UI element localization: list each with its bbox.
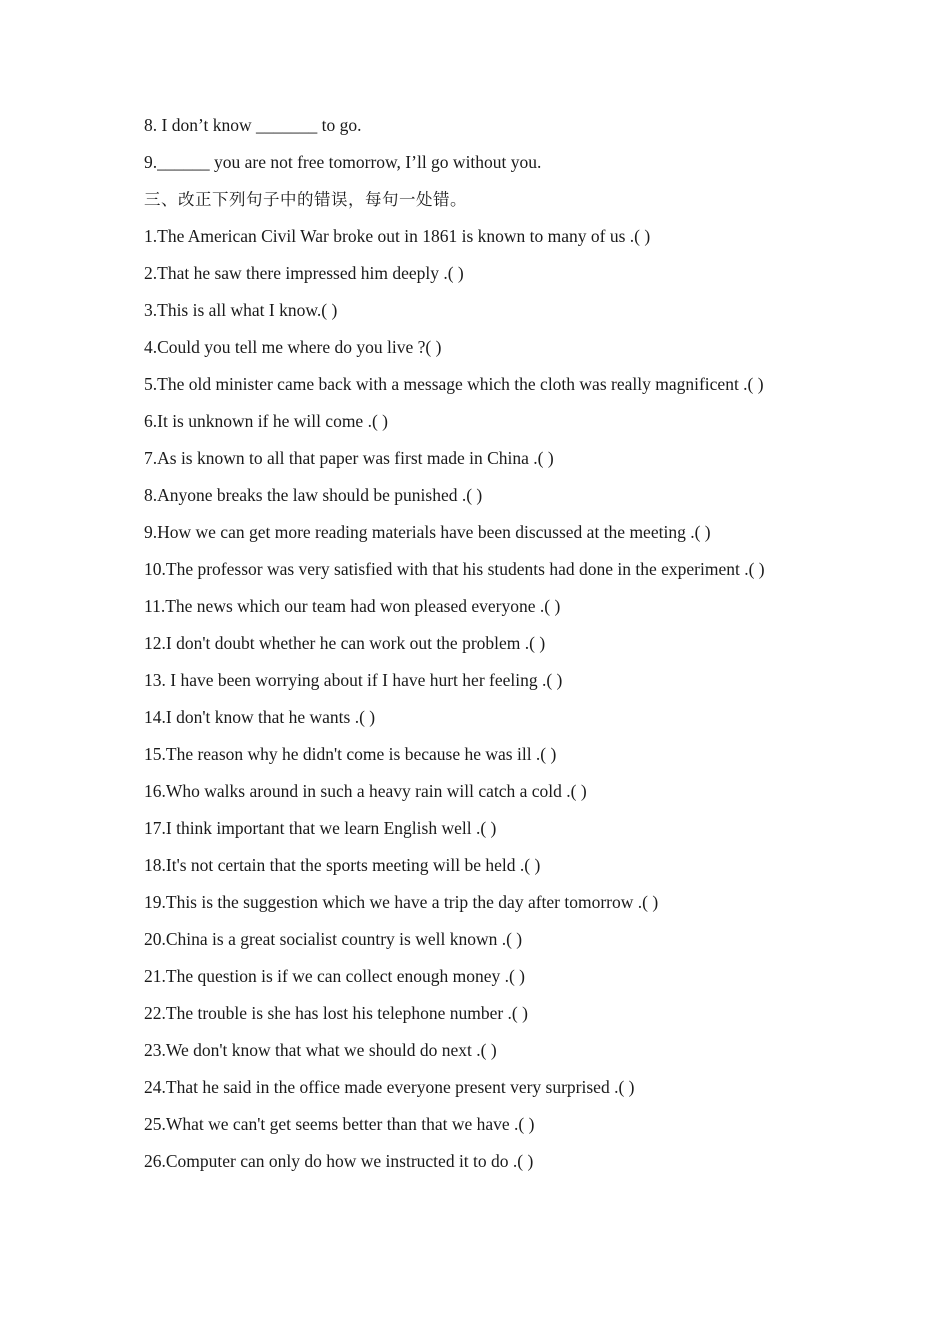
fill-blank-item-9: 9.______ you are not free tomorrow, I’ll go without you.	[144, 152, 542, 172]
correction-item-2: 2.That he saw there impressed him deeply .( )	[144, 263, 464, 283]
correction-item-14: 14.I don't know that he wants .( )	[144, 707, 376, 727]
section-heading: 三、改正下列句子中的错误，每句一处错。	[144, 190, 467, 209]
correction-item-17: 17.I think important that we learn English well .( )	[144, 818, 497, 838]
correction-item-22: 22.The trouble is she has lost his telephone number .( )	[144, 1003, 528, 1023]
correction-item-20: 20.China is a great socialist country is well known .( )	[144, 929, 523, 949]
correction-item-15: 15.The reason why he didn't come is because he was ill .( )	[144, 744, 557, 764]
correction-item-8: 8.Anyone breaks the law should be punished .( )	[144, 485, 483, 505]
correction-item-18: 18.It's not certain that the sports meeting will be held .( )	[144, 855, 541, 875]
correction-item-7: 7.As is known to all that paper was first made in China .( )	[144, 448, 554, 468]
correction-item-19: 19.This is the suggestion which we have a trip the day after tomorrow .( )	[144, 892, 659, 912]
correction-item-4: 4.Could you tell me where do you live ?( )	[144, 337, 442, 357]
correction-item-25: 25.What we can't get seems better than that we have .( )	[144, 1114, 535, 1134]
correction-item-9: 9.How we can get more reading materials have been discussed at the meeting .( )	[144, 522, 711, 542]
correction-item-1: 1.The American Civil War broke out in 1861 is known to many of us .( )	[144, 226, 651, 246]
correction-item-21: 21.The question is if we can collect enough money .( )	[144, 966, 526, 986]
correction-item-26: 26.Computer can only do how we instructed it to do .( )	[144, 1151, 534, 1171]
correction-item-11: 11.The news which our team had won pleased everyone .( )	[144, 596, 561, 616]
correction-item-10: 10.The professor was very satisfied with that his students had done in the experiment .( )	[144, 559, 765, 579]
correction-item-12: 12.I don't doubt whether he can work out the problem .( )	[144, 633, 546, 653]
correction-item-13: 13. I have been worrying about if I have hurt her feeling .( )	[144, 670, 563, 690]
correction-item-24: 24.That he said in the office made everyone present very surprised .( )	[144, 1077, 635, 1097]
fill-blank-item-8: 8. I don’t know _______ to go.	[144, 115, 362, 135]
correction-item-23: 23.We don't know that what we should do next .( )	[144, 1040, 497, 1060]
correction-item-3: 3.This is all what I know.( )	[144, 300, 338, 320]
document-body	[144, 113, 806, 1186]
correction-item-5: 5.The old minister came back with a message which the cloth was really magnificent .( )	[144, 374, 764, 394]
correction-item-16: 16.Who walks around in such a heavy rain will catch a cold .( )	[144, 781, 587, 801]
correction-item-6: 6.It is unknown if he will come .( )	[144, 411, 388, 431]
